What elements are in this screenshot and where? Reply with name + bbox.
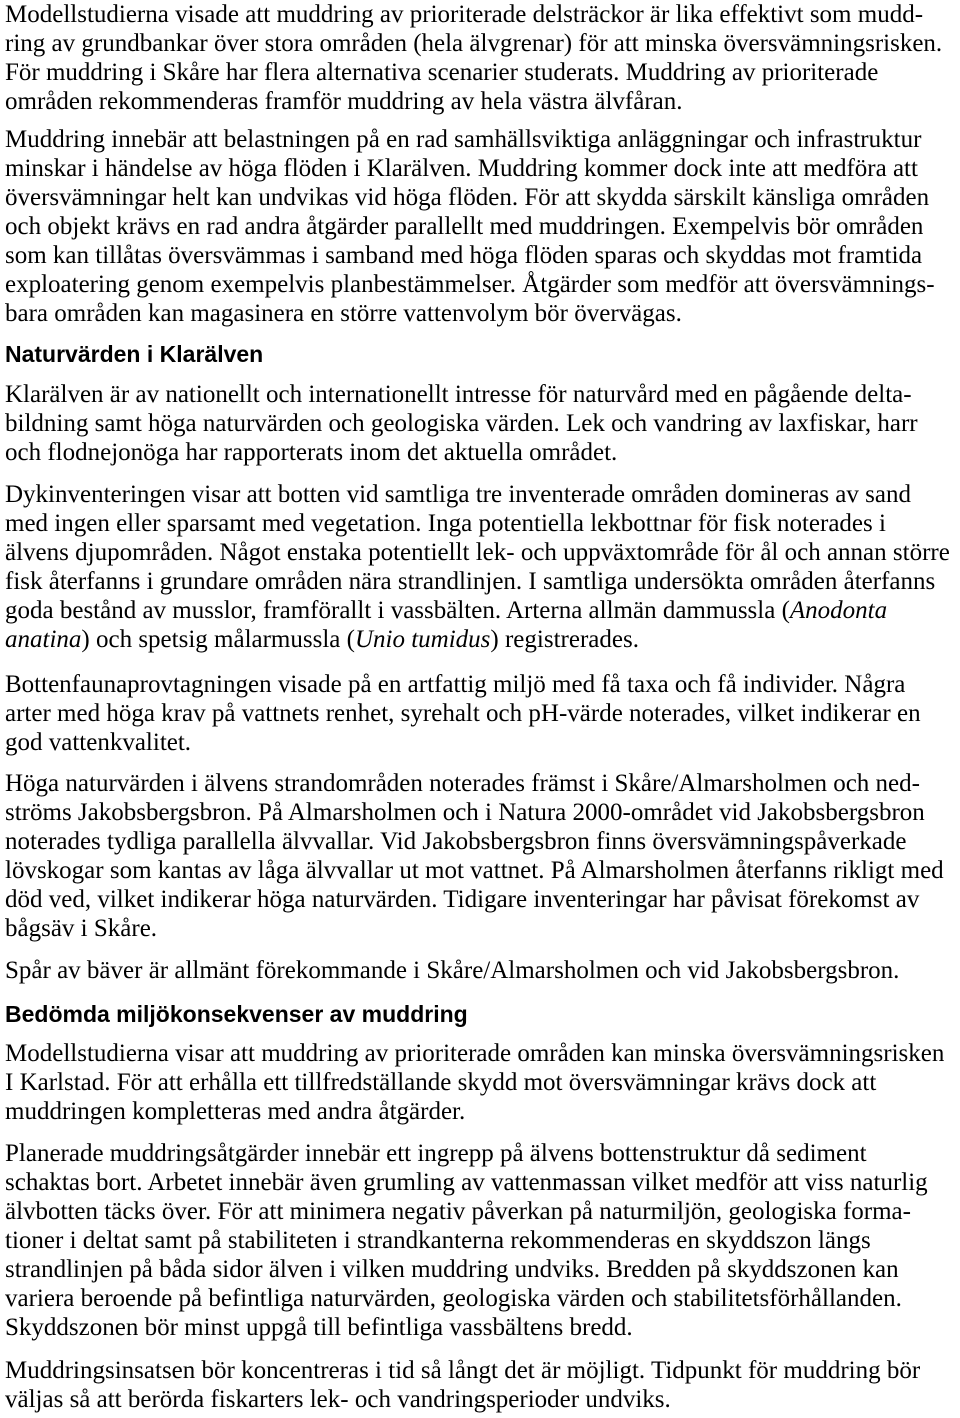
text-line: muddringen kompletteras med andra åtgärder. xyxy=(5,1098,466,1125)
paragraph-benthic-fauna xyxy=(5,670,960,757)
text-line: med ingen eller sparsamt med vegetation. Inga potentiella lekbottnar för fisk noterades i xyxy=(5,510,886,537)
text-line: minskar i händelse av höga flöden i Klarälven. Muddring kommer dock inte att medföra att xyxy=(5,155,918,182)
text-line: som kan tillåtas översvämmas i samband med höga flöden sparas och skyddas mot framtida xyxy=(5,242,923,269)
text-line: fisk återfanns i grundare områden nära strandlinjen. I samtliga undersökta områden återfanns xyxy=(5,568,936,595)
text-line: och objekt krävs en rad andra åtgärder parallellt med muddringen. Exempelvis bör områden xyxy=(5,213,924,240)
text-line: Muddring innebär att belastningen på en rad samhällsviktiga anläggningar och infrastruktur xyxy=(5,126,922,153)
paragraph-planned-measures xyxy=(5,1139,960,1342)
text-line: arter med höga krav på vattnets renhet, syrehalt och pH-värde noterades, vilket indikerar en xyxy=(5,700,921,727)
species-name: Anodonta xyxy=(789,597,888,624)
text-line: Spår av bäver är allmänt förekommande i Skåre/Almarsholmen och vid Jakobsbergsbron. xyxy=(5,957,900,984)
section-heading-environmental-consequences: Bedömda miljökonsekvenser av muddring xyxy=(5,1001,468,1027)
text-line: väljas så att berörda fiskarters lek- och vandringsperioder undviks. xyxy=(5,1386,671,1413)
text-line: Bottenfaunaprovtagningen visade på en artfattig miljö med få taxa och få individer. Några xyxy=(5,671,906,698)
section-heading-natural-values: Naturvärden i Klarälven xyxy=(5,341,264,367)
paragraph-dredging-scenarios xyxy=(5,0,960,116)
text-line: älvbotten täcks över. För att minimera negativ påverkan på naturmiljön, geologiska forma- xyxy=(5,1198,911,1225)
text-line: tioner i deltat samt på stabiliteten i strandkanterna rekommenderas en skyddszon längs xyxy=(5,1227,871,1254)
text-line: ring av grundbankar över stora områden (hela älvgrenar) för att minska översvämningsrisken. xyxy=(5,30,943,57)
text-line: lövskogar som kantas av låga älvvallar ut mot vattnet. På Almarsholmen återfanns rikligt med xyxy=(5,857,944,884)
paragraph-timing xyxy=(5,1356,960,1414)
paragraph-model-conclusion xyxy=(5,1039,960,1126)
text-line xyxy=(5,625,960,654)
species-name: anatina xyxy=(5,626,82,653)
text-line: variera beroende på befintliga naturvärden, geologiska värden och stabilitetsförhållanden. xyxy=(5,1285,902,1312)
text-line: strandlinjen på båda sidor älven i vilken muddring undviks. Bredden på skyddszonen kan xyxy=(5,1256,899,1283)
text-line: bildning samt höga naturvärden och geologiska värden. Lek och vandring av laxfiskar, harr xyxy=(5,410,918,437)
text-line: Modellstudierna visar att muddring av prioriterade områden kan minska översvämningsrisken xyxy=(5,1040,945,1067)
text-line: Klarälven är av nationellt och internationellt intresse för naturvård med en pågående delta- xyxy=(5,381,912,408)
text-line: exploatering genom exempelvis planbestämmelser. Åtgärder som medför att översvämnings- xyxy=(5,271,935,298)
text-line: bara områden kan magasinera en större vattenvolym bör övervägas. xyxy=(5,300,682,327)
species-name: Unio tumidus xyxy=(354,626,491,653)
paragraph-beaver-traces xyxy=(5,956,960,985)
text-line: ströms Jakobsbergsbron. På Almarsholmen och i Natura 2000-området vid Jakobsbergsbron xyxy=(5,799,925,826)
text-line: älvens djupområden. Något enstaka potentiellt lek- och uppväxtområde för ål och annan större xyxy=(5,539,950,566)
text-segment: ) registrerades. xyxy=(490,626,639,653)
text-line xyxy=(5,596,960,625)
text-line: översvämningar helt kan undvikas vid höga flöden. För att skydda särskilt känsliga områden xyxy=(5,184,930,211)
text-line: Dykinventeringen visar att botten vid samtliga tre inventerade områden domineras av sand xyxy=(5,481,911,508)
text-line: död ved, vilket indikerar höga naturvärden. Tidigare inventeringar har påvisat förekomst av xyxy=(5,886,920,913)
text-segment: goda bestånd av musslor, framförallt i vassbälten. Arterna allmän dammussla ( xyxy=(5,597,790,624)
paragraph-dive-survey xyxy=(5,480,960,654)
paragraph-shore-values xyxy=(5,769,960,943)
text-line: Höga naturvärden i älvens strandområden noterades främst i Skåre/Almarsholmen och ned- xyxy=(5,770,920,797)
text-line: bågsäv i Skåre. xyxy=(5,915,158,942)
text-line: Muddringsinsatsen bör koncentreras i tid så långt det är möjligt. Tidpunkt för muddring bör xyxy=(5,1357,921,1384)
paragraph-infrastructure-effects xyxy=(5,125,960,328)
text-line: I Karlstad. För att erhålla ett tillfredställande skydd mot översvämningar krävs dock att xyxy=(5,1069,877,1096)
text-line: områden rekommenderas framför muddring av hela västra älvfåran. xyxy=(5,88,683,115)
text-line: noterades tydliga parallella älvvallar. Vid Jakobsbergsbron finns översvämningspåverkade xyxy=(5,828,907,855)
text-line: För muddring i Skåre har flera alternativa scenarier studerats. Muddring av prioriterade xyxy=(5,59,879,86)
paragraph-river-interest xyxy=(5,380,960,467)
text-line: schaktas bort. Arbetet innebär även grumling av vattenmassan vilket medför att viss naturlig xyxy=(5,1169,928,1196)
text-line: Skyddszonen bör minst uppgå till befintliga vassbältens bredd. xyxy=(5,1314,633,1341)
text-line: Modellstudierna visade att muddring av prioriterade delsträckor är lika effektivt som mudd- xyxy=(5,1,924,28)
text-segment: ) och spetsig målarmussla ( xyxy=(81,626,355,653)
text-line: Planerade muddringsåtgärder innebär ett ingrepp på älvens bottenstruktur då sediment xyxy=(5,1140,867,1167)
text-line: god vattenkvalitet. xyxy=(5,729,192,756)
text-line: och flodnejonöga har rapporterats inom det aktuella området. xyxy=(5,439,618,466)
